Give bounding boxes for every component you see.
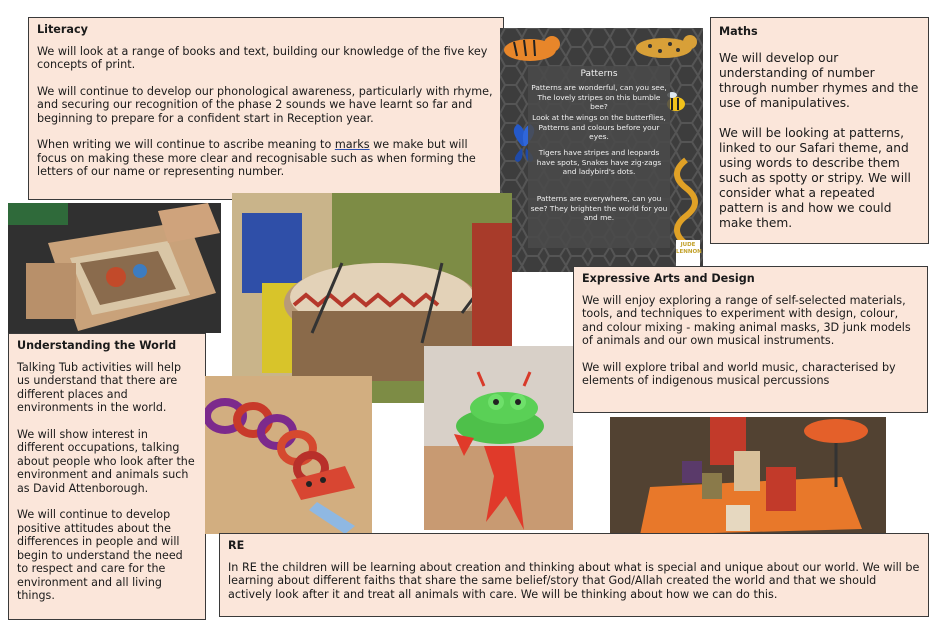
expressive-arts-title: Expressive Arts and Design xyxy=(582,272,755,285)
literacy-panel xyxy=(28,17,504,200)
poster-title: Patterns xyxy=(580,69,618,79)
photo-talking-tub-box xyxy=(8,203,221,333)
photo-junk-musical-instrument xyxy=(610,417,886,537)
literacy-paragraph-2: We will continue to develop our phonological awareness, particularly with rhyme, and securing our recognition of the phase 2 sounds we have learnt so far and beginning to prepare for a confident start in Reception year. xyxy=(37,84,493,125)
understanding-world-title: Understanding the World xyxy=(17,339,177,352)
re-paragraph-1: In RE the children will be learning about creation and thinking about what is special and unique about our world. We will be learning about different faiths that share the same belief/story that God/Allah created the world and that we should actively look after it and treat all animals with care. We will be thinking about how we can do this. xyxy=(228,560,920,601)
patterns-poster xyxy=(500,28,703,272)
poster-brand-logo: JUDE LENNON xyxy=(676,242,702,255)
re-panel xyxy=(219,533,929,617)
understanding-world-paragraph-1: Talking Tub activities will help us understand that there are different places and environments in the world. xyxy=(17,360,181,414)
understanding-world-paragraph-3: We will continue to develop positive attitudes about the differences in people and will begin to understand the need to respect and care for the environment and all living things. xyxy=(17,508,183,602)
maths-paragraph-2: We will be looking at patterns, linked to our Safari theme, and using words to describe them such as spotty or stripy. We will consider what a repeated pattern is and how we could make them. xyxy=(719,126,911,230)
photo-green-dragon-model xyxy=(424,346,573,530)
marks-word: marks xyxy=(334,138,370,151)
poster-verse-1: Patterns are wonderful, can you see, The lovely stripes on this bumble bee? xyxy=(531,83,667,111)
expressive-arts-panel xyxy=(573,266,928,413)
poster-verse-4: Patterns are everywhere, can you see? They brighten the world for you and me. xyxy=(530,194,668,222)
understanding-world-panel xyxy=(8,333,206,620)
poster-verse-2: Look at the wings on the butterflies, Patterns and colours before your eyes. xyxy=(532,113,666,141)
poster-verse-3: Tigers have stripes and leopards have spots, Snakes have zig-zags and ladybird's dots. xyxy=(536,148,662,176)
expressive-arts-paragraph-1: We will enjoy exploring a range of self-selected materials, tools, and techniques to experiment with design, colour, and colour mixing - making animal masks, 3D junk models of animals and our own musical instruments. xyxy=(582,293,911,347)
re-title: RE xyxy=(228,539,245,552)
understanding-world-paragraph-2: We will show interest in different occupations, talking about people who look after the environment and animals such as David Attenborough. xyxy=(17,427,195,495)
literacy-title: Literacy xyxy=(37,23,88,36)
literacy-paragraph-3: When writing we will continue to ascribe meaning to marks we make but will focus on making these more clear and recognisable such as when forming the letters of our name or representing number. xyxy=(37,138,476,178)
maths-title: Maths xyxy=(719,25,758,38)
photo-paper-chain-snake xyxy=(205,376,372,534)
expressive-arts-paragraph-2: We will explore tribal and world music, characterised by elements of indigenous musical percussions xyxy=(582,360,896,387)
literacy-paragraph-1: We will look at a range of books and text, building our knowledge of the five key concepts of print. xyxy=(37,44,488,71)
maths-panel xyxy=(710,17,929,244)
maths-paragraph-1: We will develop our understanding of number through number rhymes and the use of manipulatives. xyxy=(719,51,919,110)
